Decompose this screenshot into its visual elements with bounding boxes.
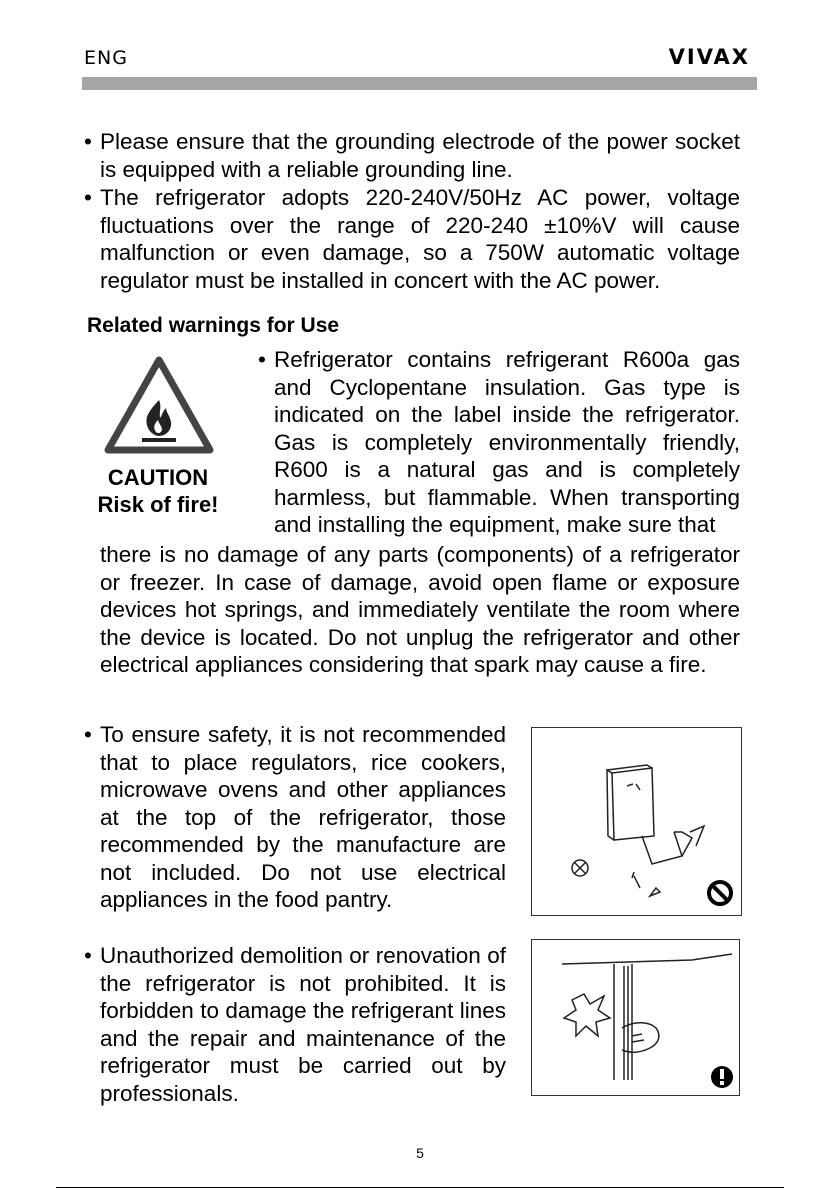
page-number: 5 xyxy=(416,1145,424,1161)
list-item-text: The refrigerator adopts 220-240V/50Hz AC power, voltage fluctuations over the range of 220-240 ±10%V will cause malfunction or even damage, so a 750W automatic voltage regulator must be installed in concert with the AC power. xyxy=(100,185,740,293)
caution-title: CAUTION xyxy=(107,465,209,490)
footer-divider xyxy=(56,1187,784,1188)
list-item-text: Unauthorized demolition or renovation of the refrigerator is not prohibited. It is forbidden to damage the refrigerant lines and the repair and maintenance of the refrigerator must be carried out by professionals. xyxy=(100,943,506,1106)
header-divider xyxy=(82,77,757,90)
list-item-text: To ensure safety, it is not recommended that to place regulators, rice cookers, microwave ovens and other appliances at the top of the refrigerator, those recommended by the manufacture are not included. Do not use electrical appliances in the food pantry. xyxy=(100,722,506,912)
list-item-text: Refrigerator contains refrigerant R600a gas and Cyclopentane insulation. Gas type is indicated on the label inside the refrigerator. Gas is completely environmentally friendly, R600 is a natural gas and is completely harmless, but flammable. When transporting and installing the equipment, make sure that xyxy=(274,347,740,537)
caution-subtitle: Risk of fire! xyxy=(97,492,219,517)
list-item-text: Please ensure that the grounding electrode of the power socket is equipped with a reliable grounding line. xyxy=(100,129,740,182)
exclamation-icon xyxy=(711,1066,733,1088)
prohibited-icon xyxy=(709,882,731,904)
list-item xyxy=(84,184,740,294)
list-item xyxy=(84,942,506,1107)
fire-warning-icon xyxy=(104,356,214,454)
bullet-dot: • xyxy=(84,185,92,210)
appliance-prohibition-illustration xyxy=(531,727,742,916)
caution-label xyxy=(88,464,228,518)
list-item xyxy=(84,128,740,183)
paragraph-continuation: there is no damage of any parts (components) of a refrigerator or freezer. In case of damage, avoid open flame or exposure devices hot springs, and immediately ventilate the room where the device is located. Do not unplug the refrigerator and other electrical appliances considering that spark may cause a fire. xyxy=(100,542,740,677)
list-item xyxy=(84,721,506,914)
refrigerant-damage-illustration xyxy=(531,939,740,1096)
header-language: ENG xyxy=(84,47,128,69)
bullet-dot: • xyxy=(84,129,92,154)
bullet-dot: • xyxy=(84,722,92,747)
bullet-dot: • xyxy=(258,347,266,372)
list-item xyxy=(258,346,740,539)
bullet-dot: • xyxy=(84,943,92,968)
section-title: Related warnings for Use xyxy=(87,314,340,337)
header-brand: VIVAX xyxy=(668,45,750,69)
